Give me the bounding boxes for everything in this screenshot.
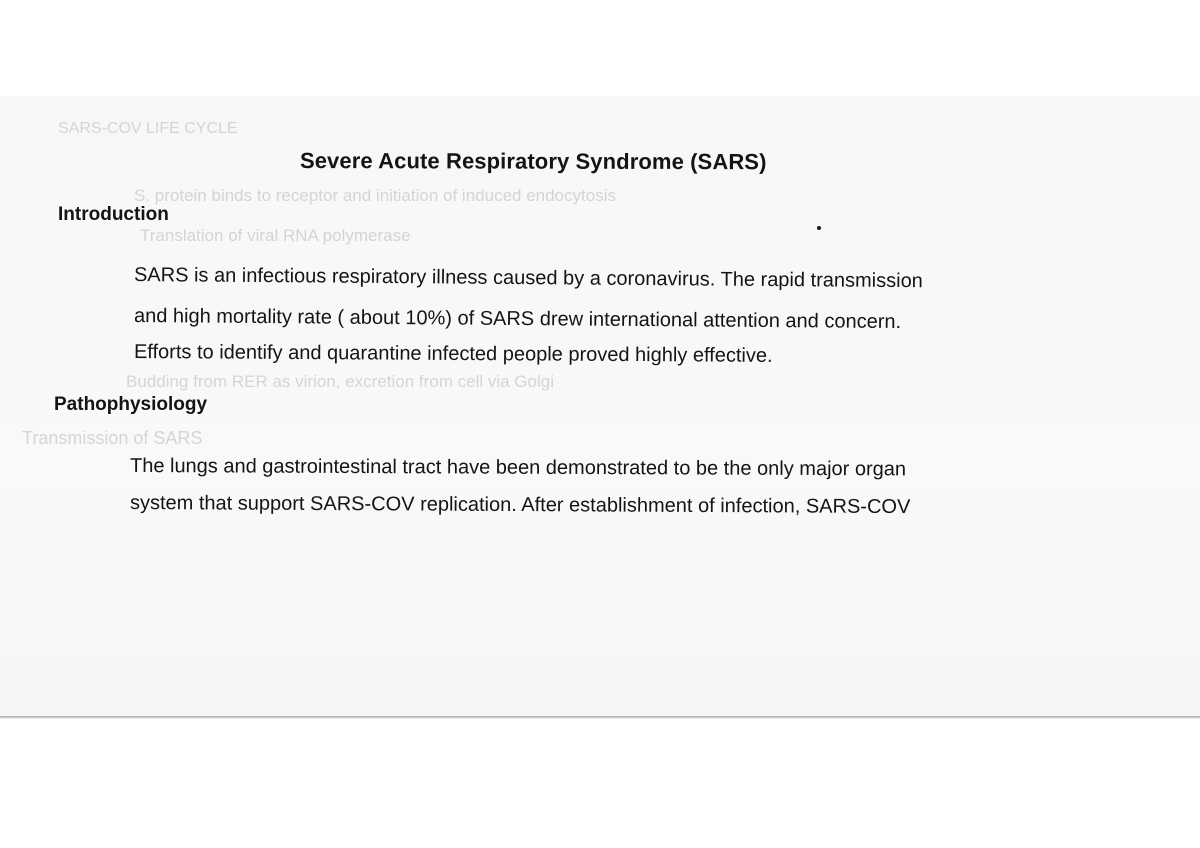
- paragraph-line: The lungs and gastrointestinal tract have been demonstrated to be the only major organ: [129, 455, 907, 481]
- paragraph-line: SARS is an infectious respiratory illness caused by a coronavirus. The rapid transmission: [133, 264, 923, 293]
- bleed-through-text: S. protein binds to receptor and initiation of induced endocytosis: [134, 186, 616, 205]
- section-heading-introduction: Introduction: [58, 204, 169, 225]
- paper-edge: [0, 716, 1200, 719]
- paragraph-line: Efforts to identify and quarantine infected people proved highly effective.: [133, 341, 773, 367]
- bleed-through-text: Transmission of SARS: [22, 428, 203, 448]
- paragraph-line: and high mortality rate ( about 10%) of SARS drew international attention and concern.: [133, 305, 902, 334]
- document-title: Severe Acute Respiratory Syndrome (SARS): [299, 148, 767, 175]
- section-heading-pathophysiology: Pathophysiology: [54, 394, 208, 415]
- bleed-through-text: Budding from RER as virion, excretion from cell via Golgi: [126, 372, 554, 391]
- bleed-through-text: SARS-COV LIFE CYCLE: [58, 120, 238, 137]
- paragraph-line: system that support SARS-COV replication. After establishment of infection, SARS-COV: [129, 492, 911, 519]
- ink-speck: [817, 226, 821, 230]
- bleed-through-text: Translation of viral RNA polymerase: [140, 226, 411, 245]
